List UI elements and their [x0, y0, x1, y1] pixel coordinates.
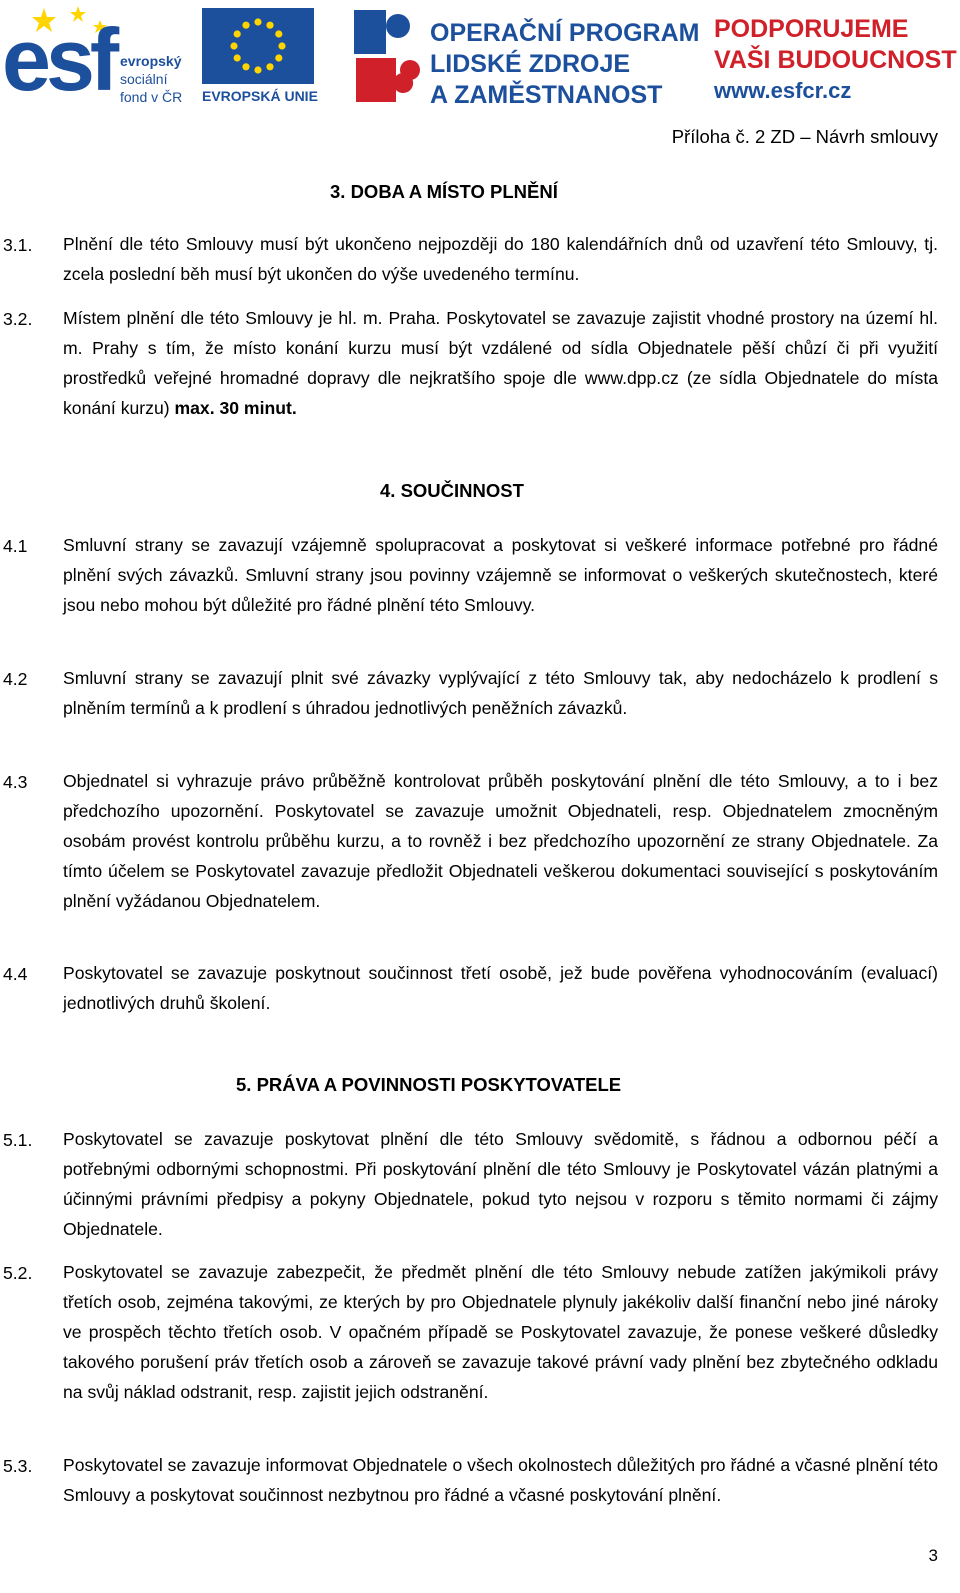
paragraph-number: 4.4	[3, 964, 28, 984]
esf-text-bold: evropský	[120, 53, 182, 69]
eu-logo	[202, 8, 317, 106]
section-5-title: 5. PRÁVA A POVINNOSTI POSKYTOVATELE	[236, 1074, 622, 1095]
paragraph-text-bold: max. 30 minut	[174, 398, 292, 418]
paragraph-text: Poskytovatel se zavazuje informovat Objednatele o všech okolnostech důležitých pro řádné a včasné plnění této Smlouvy a poskytovat součinnost nezbytnou pro řádné a včasné poskytování plnění.	[63, 1455, 938, 1505]
esf-text	[120, 52, 182, 106]
paragraph-number: 5.2.	[3, 1263, 33, 1283]
section-4-title: 4. SOUČINNOST	[380, 480, 524, 501]
eu-flag-icon	[202, 8, 314, 84]
op-puzzle-icon	[352, 8, 424, 104]
paragraph-number: 4.3	[3, 772, 28, 792]
paragraph-number: 3.2.	[3, 309, 33, 329]
esf-text-rest: sociální fond v ČR	[120, 71, 183, 105]
eu-label: EVROPSKÁ UNIE	[202, 88, 318, 104]
annex-label: Příloha č. 2 ZD – Návrh smlouvy	[671, 126, 938, 147]
paragraph-number: 5.3.	[3, 1456, 33, 1476]
paragraph-text: Poskytovatel se zavazuje zabezpečit, že předmět plnění dle této Smlouvy nebude zatížen jakýmikoli právy třetích osob, zejména takovými, ze kterých by pro Objednatele plynuly jakékoliv další finanční nebo jiné nároky ve prospěch těchto třetích osob. V opačném případě se Poskytovatel zavazuje, že ponese veškeré důsledky takového porušení práv třetích osob a zároveň se zavazuje takové právní vady plnění bez zbytečného odkladu na svůj náklad odstranit, resp. zajistit jejich odstranění.	[63, 1262, 938, 1402]
slogan-url: www.esfcr.cz	[714, 78, 852, 103]
op-lzz-logo	[352, 8, 700, 109]
paragraph-text	[63, 303, 938, 423]
paragraph-text: Objednatel si vyhrazuje právo průběžně kontrolovat průběh poskytování plnění dle této Smlouvy, a to i bez předchozího upozornění. Poskytovatel se zavazuje umožnit Objednateli, resp. Objednatelem zmocněným osobám provést kontrolu průběhu kurzu, a to rovněž i bez předchozího upozornění ze strany Objednatele. Za tímto účelem se Poskytovatel zavazuje předložit Objednateli veškerou dokumentaci související s poskytováním plnění vyžádanou Objednatelem.	[63, 771, 938, 911]
esf-logo	[2, 4, 197, 109]
paragraph-text: Plnění dle této Smlouvy musí být ukončeno nejpozději do 180 kalendářních dnů od uzavření této Smlouvy, tj. zcela poslední běh musí být ukončen do výše uvedeného termínu.	[63, 234, 938, 284]
slogan-logo	[714, 14, 957, 108]
header-logos	[0, 0, 960, 110]
esf-wordmark: esf	[2, 10, 115, 109]
op-line3: A ZAMĚSTNANOST	[430, 81, 663, 109]
paragraph-text: Poskytovatel se zavazuje poskytnout součinnost třetí osobě, jež bude pověřena vyhodnocováním (evaluací) jednotlivých druhů školení.	[63, 963, 938, 1013]
op-line1: OPERAČNÍ PROGRAM	[430, 19, 700, 47]
paragraph-number: 3.1.	[3, 235, 33, 255]
section-3-title: 3. DOBA A MÍSTO PLNĚNÍ	[330, 181, 558, 202]
slogan-line2: VAŠI BUDOUCNOST	[714, 46, 957, 74]
paragraph-text: Smluvní strany se zavazují vzájemně spolupracovat a poskytovat si veškeré informace potřebné pro řádné plnění svých závazků. Smluvní strany jsou povinny vzájemně se informovat o veškerých skutečnostech, které jsou nebo mohou být důležité pro řádné plnění této Smlouvy.	[63, 535, 938, 615]
paragraph-text-end: .	[291, 398, 297, 418]
slogan-line1: PODPORUJEME	[714, 15, 909, 43]
op-line2: LIDSKÉ ZDROJE	[430, 50, 631, 78]
paragraph-text: Poskytovatel se zavazuje poskytovat plnění dle této Smlouvy svědomitě, s řádnou a odbornou péčí a potřebnými odbornými schopnostmi. Při poskytování plnění dle této Smlouvy je Poskytovatel vázán platnými a účinnými právními předpisy a pokyny Objednatele, pokud tyto nejsou v rozporu s těmito normami či zájmy Objednatele.	[63, 1129, 938, 1239]
paragraph-text-main: Místem plnění dle této Smlouvy je hl. m. Praha. Poskytovatel se zavazuje zajistit vhodné prostory na území hl. m. Prahy s tím, že místo konání kurzu musí být vzdálené od sídla Objednatele pěší chůzí či při využití prostředků veřejné hromadné dopravy dle nejkratšího spoje dle www.dpp.cz (ze sídla Objednatele do místa konání kurzu)	[63, 308, 938, 418]
paragraph-number: 4.2	[3, 669, 28, 689]
paragraph-number: 4.1	[3, 536, 28, 556]
paragraph-number: 5.1.	[3, 1130, 33, 1150]
op-title	[430, 18, 699, 111]
paragraph-text: Smluvní strany se zavazují plnit své závazky vyplývající z této Smlouvy tak, aby nedocházelo k prodlení s plněním termínů a k prodlení s úhradou jednotlivých peněžních závazků.	[63, 668, 938, 718]
page-number: 3	[928, 1546, 938, 1565]
